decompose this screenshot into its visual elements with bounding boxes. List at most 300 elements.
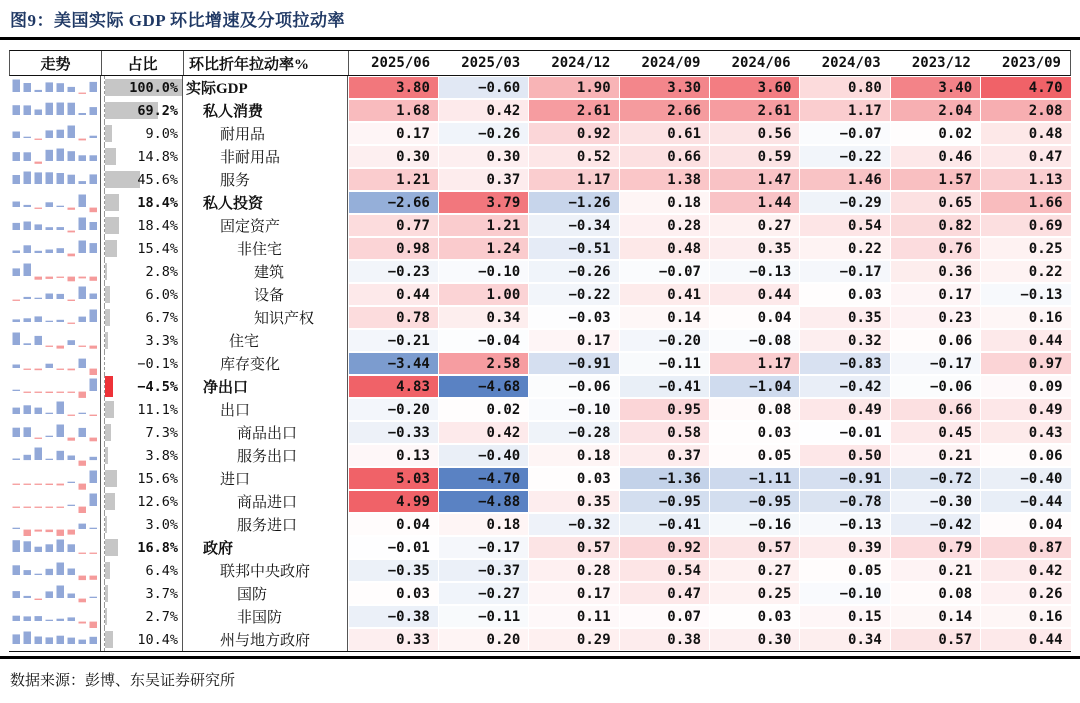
spark-bar-positive bbox=[78, 427, 86, 436]
value-cell: 3.80 bbox=[349, 77, 438, 98]
spark-bar-positive bbox=[89, 378, 97, 391]
share-cell bbox=[101, 467, 183, 490]
value-cell: −0.16 bbox=[710, 514, 799, 535]
value-cell: 4.99 bbox=[349, 491, 438, 512]
value-cell: 0.69 bbox=[981, 215, 1070, 236]
spark-bar-negative bbox=[78, 460, 86, 465]
spark-bar-positive bbox=[67, 544, 75, 552]
value-cell: 2.61 bbox=[710, 100, 799, 121]
value-cell: −0.95 bbox=[710, 491, 799, 512]
spark-bar-positive bbox=[89, 596, 97, 597]
row-label: 州与地方政府 bbox=[183, 628, 348, 651]
share-value: 2.8% bbox=[145, 263, 178, 280]
trend-cell bbox=[9, 352, 101, 375]
value-cell: −0.06 bbox=[891, 376, 980, 397]
share-cell bbox=[101, 513, 183, 536]
value-cell: 0.03 bbox=[710, 422, 799, 443]
trend-sparkline bbox=[11, 537, 99, 559]
value-cell: −0.08 bbox=[710, 330, 799, 351]
table-row bbox=[9, 375, 1071, 398]
share-value: 18.4% bbox=[137, 194, 178, 211]
value-cell: 0.54 bbox=[800, 215, 889, 236]
value-cell: 0.66 bbox=[891, 399, 980, 420]
value-cell: 0.95 bbox=[620, 399, 709, 420]
row-label: 政府 bbox=[183, 536, 348, 559]
value-cell: −0.72 bbox=[891, 468, 980, 489]
spark-bar-negative bbox=[78, 138, 86, 140]
row-label: 私人投资 bbox=[183, 191, 348, 214]
value-cell: 0.20 bbox=[439, 629, 528, 650]
trend-sparkline bbox=[11, 330, 99, 352]
gdp-contribution-table bbox=[9, 50, 1071, 652]
spark-bar-positive bbox=[89, 81, 97, 91]
value-cell: −0.38 bbox=[349, 606, 438, 627]
value-cell: 0.47 bbox=[981, 146, 1070, 167]
table-row bbox=[9, 306, 1071, 329]
value-cell: 0.08 bbox=[891, 583, 980, 604]
value-cell: 0.02 bbox=[439, 399, 528, 420]
spark-bar-positive bbox=[78, 523, 86, 528]
spark-bar-positive bbox=[45, 149, 53, 160]
value-cell: −0.32 bbox=[529, 514, 618, 535]
value-cell: 4.83 bbox=[349, 376, 438, 397]
value-cell: 0.22 bbox=[981, 261, 1070, 282]
value-cell: −0.10 bbox=[800, 583, 889, 604]
value-cell: 0.48 bbox=[620, 238, 709, 259]
spark-bar-positive bbox=[45, 227, 53, 230]
share-value: 100.0% bbox=[129, 79, 178, 96]
spark-bar-positive bbox=[45, 458, 53, 459]
spark-bar-negative bbox=[56, 483, 64, 485]
value-cell: −0.17 bbox=[891, 353, 980, 374]
spark-bar-positive bbox=[12, 79, 20, 92]
share-cell bbox=[101, 306, 183, 329]
value-cell: −0.91 bbox=[529, 353, 618, 374]
spark-bar-positive bbox=[89, 293, 97, 299]
spark-bar-positive bbox=[89, 243, 97, 253]
spark-bar-positive bbox=[56, 102, 64, 115]
spark-bar-positive bbox=[56, 205, 64, 206]
spark-bar-positive bbox=[45, 130, 53, 138]
spark-bar-negative bbox=[45, 529, 53, 532]
trend-cell bbox=[9, 168, 101, 191]
col-header-date: 2024/09 bbox=[641, 55, 701, 71]
spark-bar-positive bbox=[67, 174, 75, 183]
value-cell: 0.29 bbox=[529, 629, 618, 650]
value-cell: 0.04 bbox=[981, 514, 1070, 535]
spark-bar-positive bbox=[45, 320, 53, 321]
table-row bbox=[9, 191, 1071, 214]
spark-bar-positive bbox=[56, 173, 64, 184]
value-cell: −0.13 bbox=[800, 514, 889, 535]
trend-sparkline bbox=[11, 192, 99, 214]
spark-bar-positive bbox=[78, 155, 86, 161]
value-cell: −0.95 bbox=[620, 491, 709, 512]
share-cell bbox=[101, 214, 183, 237]
row-label: 非国防 bbox=[183, 605, 348, 628]
share-value: 2.7% bbox=[145, 608, 178, 625]
spark-bar-negative bbox=[12, 299, 20, 300]
spark-bar-negative bbox=[67, 276, 75, 281]
spark-bar-negative bbox=[67, 437, 75, 440]
spark-bar-negative bbox=[78, 483, 86, 489]
table-row bbox=[9, 145, 1071, 168]
spark-bar-negative bbox=[45, 391, 53, 392]
trend-cell bbox=[9, 191, 101, 214]
trend-cell bbox=[9, 444, 101, 467]
spark-bar-positive bbox=[89, 309, 97, 322]
trend-cell bbox=[9, 329, 101, 352]
spark-bar-positive bbox=[12, 407, 20, 413]
spark-bar-positive bbox=[23, 136, 31, 137]
value-cell: −0.37 bbox=[439, 560, 528, 581]
value-cell: 0.57 bbox=[891, 629, 980, 650]
value-cell: 0.34 bbox=[439, 307, 528, 328]
value-cell: 1.57 bbox=[891, 169, 980, 190]
spark-bar-positive bbox=[34, 636, 42, 644]
spark-bar-negative bbox=[67, 368, 75, 370]
value-cell: 1.44 bbox=[710, 192, 799, 213]
spark-bar-positive bbox=[23, 152, 31, 161]
spark-bar-negative bbox=[45, 506, 53, 507]
share-value: −4.5% bbox=[137, 378, 178, 395]
value-cell: −0.07 bbox=[620, 261, 709, 282]
spark-bar-positive bbox=[12, 427, 20, 436]
share-cell bbox=[101, 145, 183, 168]
row-label: 商品出口 bbox=[183, 421, 348, 444]
value-cell: 0.02 bbox=[891, 123, 980, 144]
value-cell: 0.92 bbox=[620, 537, 709, 558]
spark-bar-positive bbox=[34, 335, 42, 344]
value-cell: 0.56 bbox=[710, 123, 799, 144]
spark-bar-negative bbox=[12, 483, 20, 484]
value-cell: 0.66 bbox=[620, 146, 709, 167]
spark-bar-positive bbox=[78, 194, 86, 207]
row-label: 净出口 bbox=[183, 375, 348, 398]
value-cell: −0.22 bbox=[800, 146, 889, 167]
value-cell: −0.01 bbox=[800, 422, 889, 443]
spark-bar-positive bbox=[34, 89, 42, 91]
share-cell bbox=[101, 582, 183, 605]
spark-bar-negative bbox=[23, 391, 31, 392]
share-cell bbox=[101, 375, 183, 398]
spark-bar-negative bbox=[45, 483, 53, 484]
spark-bar-positive bbox=[45, 637, 53, 644]
share-cell bbox=[101, 628, 183, 651]
spark-bar-positive bbox=[89, 636, 97, 643]
value-cell: −0.29 bbox=[800, 192, 889, 213]
spark-bar-positive bbox=[23, 427, 31, 437]
share-value: 18.4% bbox=[137, 217, 178, 234]
value-cell: 0.30 bbox=[349, 146, 438, 167]
trend-sparkline bbox=[11, 445, 99, 467]
row-label: 国防 bbox=[183, 582, 348, 605]
value-cell: 1.17 bbox=[529, 169, 618, 190]
spark-bar-negative bbox=[67, 391, 75, 392]
spark-bar-negative bbox=[78, 575, 86, 580]
value-cell: 2.66 bbox=[620, 100, 709, 121]
trend-cell bbox=[9, 306, 101, 329]
spark-bar-negative bbox=[89, 414, 97, 415]
share-value: 15.6% bbox=[137, 470, 178, 487]
row-label: 建筑 bbox=[183, 260, 348, 283]
share-cell bbox=[101, 122, 183, 145]
table-row bbox=[9, 490, 1071, 513]
spark-bar-negative bbox=[89, 552, 97, 553]
value-cell: 0.09 bbox=[981, 376, 1070, 397]
trend-cell bbox=[9, 421, 101, 444]
value-cell: 1.13 bbox=[981, 169, 1070, 190]
value-cell: 0.32 bbox=[800, 330, 889, 351]
value-cell: −0.21 bbox=[349, 330, 438, 351]
value-cell: 0.04 bbox=[349, 514, 438, 535]
share-value: 3.7% bbox=[145, 585, 178, 602]
share-cell bbox=[101, 605, 183, 628]
spark-bar-positive bbox=[78, 316, 86, 321]
title-divider bbox=[0, 37, 1080, 40]
spark-bar-negative bbox=[34, 529, 42, 531]
value-cell: 0.30 bbox=[439, 146, 528, 167]
trend-sparkline bbox=[11, 284, 99, 306]
spark-bar-positive bbox=[67, 568, 75, 575]
value-cell: 0.04 bbox=[710, 307, 799, 328]
value-cell: 1.21 bbox=[349, 169, 438, 190]
spark-bar-positive bbox=[45, 619, 53, 620]
value-cell: 0.36 bbox=[891, 261, 980, 282]
value-cell: 0.18 bbox=[529, 445, 618, 466]
row-label: 实际GDP bbox=[183, 76, 348, 99]
value-cell: 0.38 bbox=[620, 629, 709, 650]
trend-sparkline bbox=[11, 376, 99, 398]
spark-bar-positive bbox=[78, 412, 86, 413]
spark-bar-negative bbox=[78, 92, 86, 93]
trend-cell bbox=[9, 76, 101, 99]
spark-bar-positive bbox=[67, 455, 75, 460]
spark-bar-positive bbox=[12, 222, 20, 229]
col-header-date: 2023/09 bbox=[1001, 55, 1061, 71]
spark-bar-positive bbox=[23, 405, 31, 414]
spark-bar-positive bbox=[34, 616, 42, 621]
table-row bbox=[9, 214, 1071, 237]
share-value: 11.1% bbox=[137, 401, 178, 418]
value-cell: 0.44 bbox=[981, 330, 1070, 351]
spark-bar-positive bbox=[12, 201, 20, 207]
value-cell: 1.47 bbox=[710, 169, 799, 190]
value-cell: 0.25 bbox=[710, 583, 799, 604]
share-value: 3.3% bbox=[145, 332, 178, 349]
value-cell: 0.28 bbox=[529, 560, 618, 581]
row-label: 住宅 bbox=[183, 329, 348, 352]
spark-bar-positive bbox=[56, 148, 64, 161]
row-label: 服务进口 bbox=[183, 513, 348, 536]
value-cell: 0.21 bbox=[891, 445, 980, 466]
row-label: 私人消费 bbox=[183, 99, 348, 122]
spark-bar-positive bbox=[23, 570, 31, 575]
spark-bar-positive bbox=[67, 481, 75, 482]
spark-bar-positive bbox=[89, 470, 97, 483]
value-cell: −3.44 bbox=[349, 353, 438, 374]
value-cell: 0.26 bbox=[981, 583, 1070, 604]
value-cell: 0.87 bbox=[981, 537, 1070, 558]
spark-bar-positive bbox=[56, 450, 64, 459]
value-cell: 0.25 bbox=[981, 238, 1070, 259]
spark-bar-positive bbox=[67, 102, 75, 114]
spark-bar-positive bbox=[45, 202, 53, 207]
value-cell: −4.68 bbox=[439, 376, 528, 397]
spark-bar-positive bbox=[67, 593, 75, 598]
share-value: 15.4% bbox=[137, 240, 178, 257]
value-cell: −0.13 bbox=[981, 284, 1070, 305]
trend-cell bbox=[9, 283, 101, 306]
spark-bar-positive bbox=[23, 318, 31, 322]
trend-sparkline bbox=[11, 169, 99, 191]
value-cell: 0.46 bbox=[891, 146, 980, 167]
share-cell bbox=[101, 444, 183, 467]
spark-bar-positive bbox=[45, 293, 53, 299]
value-cell: 0.65 bbox=[891, 192, 980, 213]
value-cell: −0.26 bbox=[529, 261, 618, 282]
value-cell: −0.42 bbox=[800, 376, 889, 397]
share-cell bbox=[101, 421, 183, 444]
value-cell: −1.04 bbox=[710, 376, 799, 397]
value-cell: 1.17 bbox=[800, 100, 889, 121]
trend-cell bbox=[9, 214, 101, 237]
share-value: −0.1% bbox=[137, 355, 178, 372]
spark-bar-positive bbox=[12, 364, 20, 368]
value-cell: 0.17 bbox=[529, 583, 618, 604]
value-cell: 0.39 bbox=[800, 537, 889, 558]
table-row bbox=[9, 628, 1071, 651]
trend-cell bbox=[9, 260, 101, 283]
spark-bar-negative bbox=[34, 391, 42, 392]
spark-bar-positive bbox=[56, 635, 64, 643]
value-cell: 0.06 bbox=[891, 330, 980, 351]
trend-cell bbox=[9, 398, 101, 421]
value-cell: 0.17 bbox=[349, 123, 438, 144]
value-cell: 0.45 bbox=[891, 422, 980, 443]
spark-bar-positive bbox=[23, 221, 31, 230]
table-row bbox=[9, 329, 1071, 352]
col-header-date: 2024/06 bbox=[731, 55, 791, 71]
spark-bar-positive bbox=[56, 227, 64, 230]
spark-bar-negative bbox=[34, 276, 42, 279]
spark-bar-positive bbox=[12, 268, 20, 276]
spark-bar-negative bbox=[56, 506, 64, 507]
share-value: 10.4% bbox=[137, 631, 178, 648]
spark-bar-positive bbox=[67, 637, 75, 643]
trend-cell bbox=[9, 467, 101, 490]
table-row bbox=[9, 283, 1071, 306]
value-cell: −0.11 bbox=[439, 606, 528, 627]
trend-cell bbox=[9, 237, 101, 260]
table-row bbox=[9, 398, 1071, 421]
trend-cell bbox=[9, 145, 101, 168]
spark-bar-positive bbox=[45, 412, 53, 413]
value-cell: 0.11 bbox=[529, 606, 618, 627]
spark-bar-positive bbox=[78, 113, 86, 115]
value-cell: 0.30 bbox=[710, 629, 799, 650]
share-value: 7.3% bbox=[145, 424, 178, 441]
spark-bar-positive bbox=[23, 83, 31, 92]
spark-bar-positive bbox=[56, 293, 64, 298]
spark-bar-positive bbox=[78, 217, 86, 230]
value-cell: −0.17 bbox=[439, 537, 528, 558]
spark-bar-positive bbox=[12, 591, 20, 598]
value-cell: 0.13 bbox=[349, 445, 438, 466]
col-header-date: 2025/03 bbox=[461, 55, 521, 71]
share-value: 6.0% bbox=[145, 286, 178, 303]
trend-cell bbox=[9, 605, 101, 628]
value-cell: 0.42 bbox=[981, 560, 1070, 581]
value-cell: −4.70 bbox=[439, 468, 528, 489]
trend-cell bbox=[9, 122, 101, 145]
spark-bar-positive bbox=[23, 454, 31, 459]
value-cell: 0.33 bbox=[349, 629, 438, 650]
table-row bbox=[9, 559, 1071, 582]
spark-bar-negative bbox=[34, 437, 42, 438]
value-cell: −0.23 bbox=[349, 261, 438, 282]
trend-cell bbox=[9, 536, 101, 559]
trend-sparkline bbox=[11, 606, 99, 628]
spark-bar-positive bbox=[12, 250, 20, 253]
spark-bar-negative bbox=[23, 529, 31, 535]
value-cell: 0.44 bbox=[349, 284, 438, 305]
value-cell: −0.22 bbox=[529, 284, 618, 305]
spark-bar-positive bbox=[34, 297, 42, 298]
value-cell: 0.49 bbox=[800, 399, 889, 420]
spark-bar-positive bbox=[89, 527, 97, 528]
value-cell: 0.97 bbox=[981, 353, 1070, 374]
spark-bar-negative bbox=[56, 276, 64, 277]
value-cell: 0.42 bbox=[439, 422, 528, 443]
spark-bar-positive bbox=[67, 617, 75, 621]
trend-sparkline bbox=[11, 353, 99, 375]
value-cell: −0.34 bbox=[529, 215, 618, 236]
value-cell: 0.18 bbox=[439, 514, 528, 535]
value-cell: 0.37 bbox=[620, 445, 709, 466]
spark-bar-positive bbox=[12, 634, 20, 644]
value-cell: 0.61 bbox=[620, 123, 709, 144]
value-cell: −0.35 bbox=[349, 560, 438, 581]
spark-bar-positive bbox=[45, 435, 53, 436]
share-cell bbox=[101, 352, 183, 375]
spark-bar-positive bbox=[89, 456, 97, 459]
trend-sparkline bbox=[11, 307, 99, 329]
table-row bbox=[9, 352, 1071, 375]
trend-sparkline bbox=[11, 77, 99, 99]
table-row bbox=[9, 237, 1071, 260]
spark-bar-positive bbox=[12, 565, 20, 575]
share-cell bbox=[101, 536, 183, 559]
value-cell: 0.78 bbox=[349, 307, 438, 328]
value-cell: 0.15 bbox=[800, 606, 889, 627]
value-cell: −4.88 bbox=[439, 491, 528, 512]
share-cell bbox=[101, 237, 183, 260]
spark-bar-positive bbox=[12, 152, 20, 161]
table-bottom-divider bbox=[0, 656, 1080, 659]
trend-sparkline bbox=[11, 629, 99, 651]
value-cell: 3.60 bbox=[710, 77, 799, 98]
value-cell: 0.42 bbox=[439, 100, 528, 121]
col-header-trend: 走势 bbox=[10, 51, 102, 75]
spark-bar-positive bbox=[45, 249, 53, 253]
value-cell: 0.44 bbox=[710, 284, 799, 305]
value-cell: 3.30 bbox=[620, 77, 709, 98]
data-source-note: 数据来源：彭博、东吴证券研究所 bbox=[10, 673, 236, 689]
value-cell: 0.21 bbox=[891, 560, 980, 581]
spark-bar-positive bbox=[23, 171, 31, 184]
spark-bar-positive bbox=[23, 631, 31, 644]
